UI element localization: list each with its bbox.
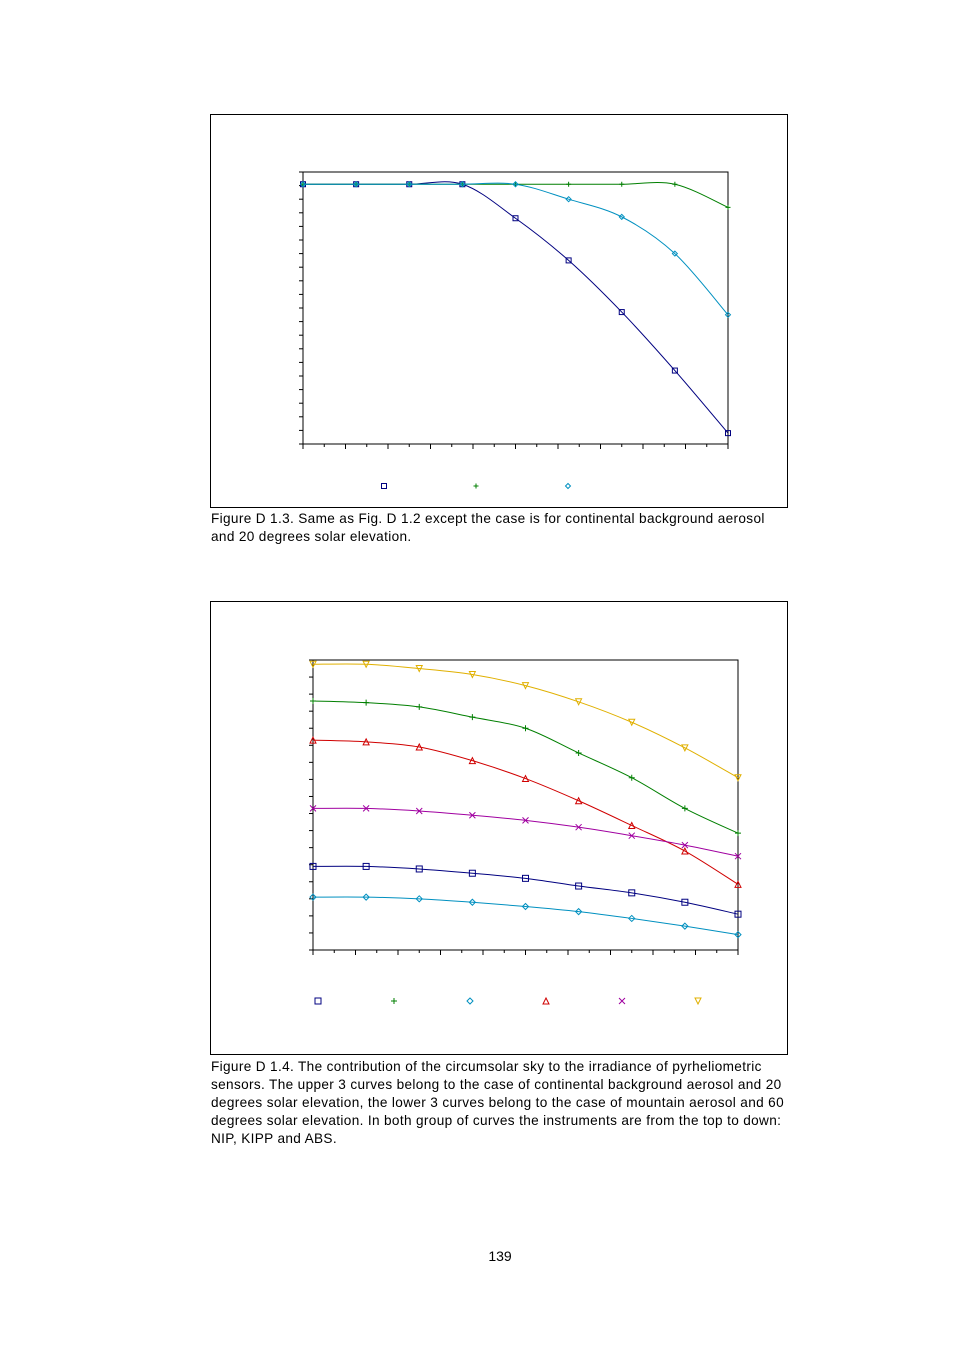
figure-d1-4-chart <box>210 601 788 1055</box>
data-point-kipp20 <box>416 704 422 710</box>
data-point-kipp20 <box>576 750 582 756</box>
data-point-kipp20 <box>629 775 635 781</box>
legend-marker-abs60 <box>467 998 473 1004</box>
series-nip60 <box>310 805 741 859</box>
data-point-kipp20 <box>523 725 529 731</box>
series-kipp <box>301 182 731 318</box>
series-nip <box>301 182 731 210</box>
data-point-kipp20 <box>310 698 316 704</box>
series-kipp20 <box>310 698 741 836</box>
series-line-abs <box>303 182 728 433</box>
series-nip20 <box>310 661 741 780</box>
legend-marker-kipp20 <box>391 998 397 1004</box>
data-point-kipp20 <box>682 805 688 811</box>
series-abs <box>301 182 731 436</box>
series-line-kipp20 <box>313 701 738 833</box>
plot-area <box>303 172 728 444</box>
figure-d1-4-caption: Figure D 1.4. The contribution of the circumsolar sky to the irradiance of pyrheliometric sensors. The upper 3 curves belong to the case of continental background aerosol and 20 degrees solar elevation, the lower 3 curves belong to the case of mountain aerosol and 60 degrees solar elevation. In both group of curves the instruments are from the top to down: NIP, KIPP and ABS. <box>211 1059 784 1146</box>
data-point-nip <box>619 182 624 187</box>
legend-marker-kipp60 <box>315 998 321 1004</box>
data-point-kipp20 <box>469 714 475 720</box>
page-number: 139 <box>488 1248 512 1264</box>
data-point-kipp20 <box>363 700 369 706</box>
series-line-nip20 <box>313 664 738 778</box>
circumsolar-irradiance-chart <box>211 602 787 1054</box>
legend-marker-nip60 <box>619 998 625 1004</box>
series-line-nip60 <box>313 808 738 856</box>
series-line-abs20 <box>313 740 738 884</box>
legend-marker-nip <box>474 484 479 489</box>
legend-marker-nip20 <box>695 998 701 1004</box>
series-abs20 <box>310 737 741 887</box>
series-line-abs60 <box>313 897 738 935</box>
data-point-nip <box>672 182 677 187</box>
solar-disk-irradiance-chart <box>211 115 787 507</box>
legend-marker-kipp <box>566 484 571 489</box>
series-line-kipp <box>303 183 728 315</box>
data-point-kipp20 <box>735 830 741 836</box>
legend-marker-abs20 <box>543 998 549 1004</box>
data-point-nip <box>726 205 731 210</box>
figure-d1-3-caption: Figure D 1.3. Same as Fig. D 1.2 except the case is for continental background aerosol and 20 degrees solar elevation. <box>211 511 765 544</box>
data-point-nip <box>566 182 571 187</box>
figure-d1-3-chart <box>210 114 788 508</box>
legend-marker-abs <box>382 484 387 489</box>
